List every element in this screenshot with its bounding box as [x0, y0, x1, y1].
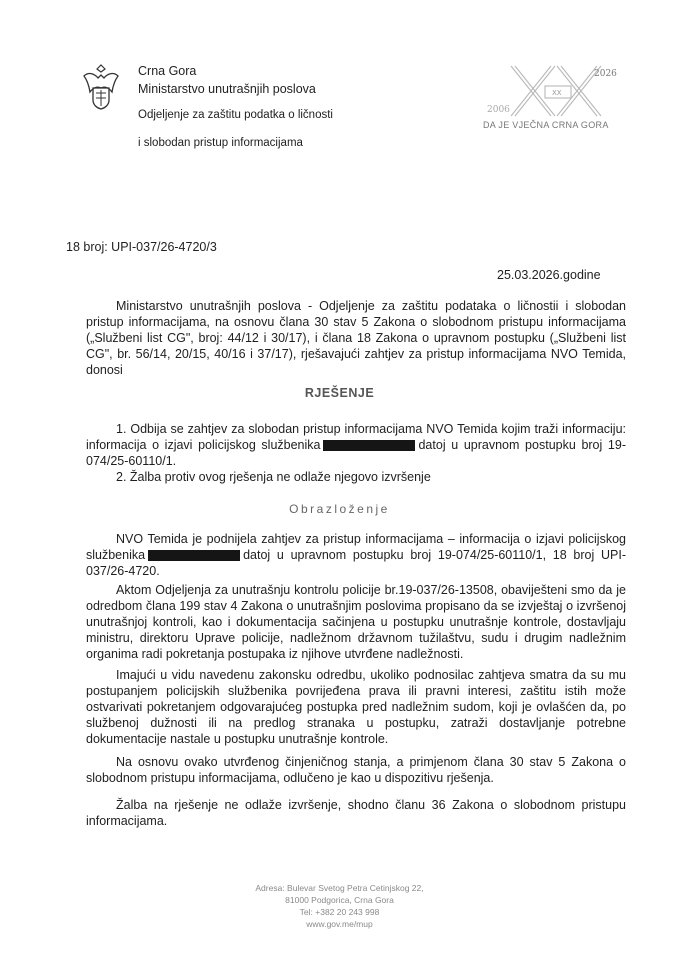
reasoning-p5-text: Žalba na rješenje ne odlaže izvršenje, shodno članu 36 Zakona o slobodnom pristupu informacijama. — [86, 798, 626, 828]
redaction-bar — [148, 550, 240, 561]
footer-line-3: Tel: +382 20 243 998 — [299, 907, 380, 917]
reasoning-title: Obrazloženje — [289, 502, 390, 516]
coat-of-arms-icon — [78, 62, 124, 112]
department-line-1: Odjeljenje za zaštitu podatka o ličnosti — [138, 109, 333, 121]
footer-address — [0, 882, 679, 930]
decision-item-1-text: 1. Odbija se zahtjev za slobodan pristup informacijama NVO Temida kojim traži informaciju: informacija o izjavi policijskog službenika — [86, 422, 626, 452]
decision-item-1-text-end: datoj u upravnom postupku broj 19-074/25-60110/1. — [86, 438, 626, 468]
logo-year-end: 2026 — [594, 69, 617, 79]
reasoning-p1-text-end: datoj u upravnom postupku broj 19-074/25-60110/1, 18 broj UPI-037/26-4720. — [86, 548, 626, 578]
country-name: Crna Gora — [138, 64, 197, 78]
reasoning-paragraph-5 — [86, 797, 626, 829]
reasoning-paragraph-2 — [86, 582, 626, 662]
reasoning-p3-text: Imajući u vidu navedenu zakonsku odredbu, ukoliko podnosilac zahtjeva smatra da su mu postupanjem policijskih službenika povrijeđena prava ili pravni interesi, zaštitu istih može ostvarivati pokretanjem odgovarajućeg postupka pred nadležnim sudom, koji je ovlašćen da, po službenoj dužnosti ili na predlog stranaka u postupku, zatraži dostavljanje potrebne dokumentacije nastale u postupku unutrašnje kontrole. — [86, 668, 626, 746]
logo-caption: DA JE VJEČNA CRNA GORA — [483, 120, 609, 130]
reasoning-p4-text: Na osnovu ovako utvrđenog činjeničnog stanja, a primjenom člana 30 stav 5 Zakona o slobodnom pristupu informacijama, odlučeno je kao u dispozitivu rješenja. — [86, 755, 626, 785]
footer-line-2: 81000 Podgorica, Crna Gora — [285, 895, 394, 905]
logo-year-start: 2006 — [487, 105, 510, 115]
decision-title: RJEŠENJE — [304, 386, 375, 400]
logo-mark: XX — [552, 89, 562, 97]
footer-line-4: www.gov.me/mup — [306, 919, 373, 929]
footer-line-1: Adresa: Bulevar Svetog Petra Cetinjskog 22, — [255, 883, 424, 893]
intro-text: Ministarstvo unutrašnjih poslova - Odjeljenje za zaštitu podataka o ličnostii i slobodan pristup informacijama, na osnovu člana 30 stav 5 Zakona o slobodnom pristupu informacijama („Službeni list CG", broj: 44/12 i 30/17), i člana 18 Zakona o upravnom postupku („Službeni list CG", br. 56/14, 20/15, 40/16 i 37/17), rješavajući zahtjev za pristup informacijama NVO Temida, donosi — [86, 299, 626, 377]
reasoning-p1-text: NVO Temida je podnijela zahtjev za pristup informacijama – informacija o izjavi policijskog službenika — [86, 532, 626, 562]
decision-item-1 — [86, 421, 626, 469]
decision-item-2 — [86, 469, 626, 485]
ministry-name: Ministarstvo unutrašnjih poslova — [138, 82, 316, 96]
department-line-2: i slobodan pristup informacijama — [138, 137, 303, 149]
reasoning-paragraph-1 — [86, 531, 626, 579]
reference-number: 18 broj: UPI-037/26-4720/3 — [66, 240, 217, 254]
reasoning-paragraph-4 — [86, 754, 626, 786]
redaction-bar — [323, 440, 415, 451]
reasoning-p2-text: Aktom Odjeljenja za unutrašnju kontrolu policije br.19-037/26-13508, obaviješteni smo da je odredbom člana 199 stav 4 Zakona o unutrašnjim poslovima propisano da se izvještaj o izvršenoj unutrašnjoj kontroli, kao i dokumentacija sačinjena u postupku unutrašnje kontrole, dostavljaju ministru, direktoru Uprave policije, nadležnom državnom tužilaštvu, sudu i drugim nadležnim organima radi pokretanja postupaka iz njihove utvrđene nadležnosti. — [86, 583, 626, 661]
document-date: 25.03.2026.godine — [497, 268, 601, 282]
reasoning-paragraph-3 — [86, 667, 626, 747]
intro-paragraph — [86, 298, 626, 378]
decision-item-2-text: 2. Žalba protiv ovog rješenja ne odlaže njegovo izvršenje — [116, 470, 431, 484]
